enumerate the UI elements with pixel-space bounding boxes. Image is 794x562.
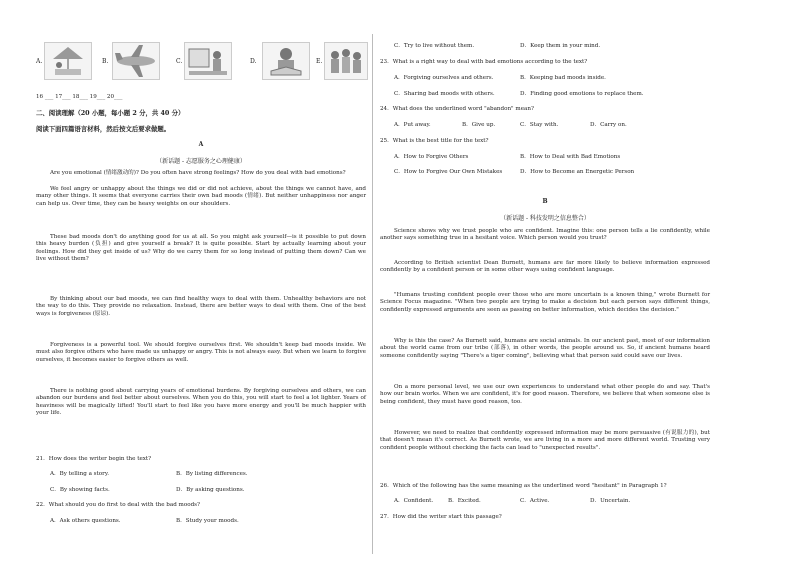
picture-label-c: C. <box>176 58 183 65</box>
passage-b-paragraph-3: "Humans trusting confident people over those who are more uncertain is a known thing," wrote Burnett for Science Focus magazine. "When two people are trying to make a decision but each person says different things, confidently expressed arguments are seen as passing on better information, which decides the decision." <box>380 292 710 313</box>
passage-b-paragraph-2: According to British scientist Dean Burnett, humans are far more likely to believe information expressed confidently by a confident person or in some other ways using confident language. <box>380 260 710 274</box>
picture-label-a: A. <box>36 58 43 65</box>
passage-a-paragraph-3: These bad moods don't do anything good for us at all. So you might ask yourself—is it possible to put down this heavy burden (负担) and give yourself a break? It is quite possible. Start by actually learning about your feelings. How did they get inside of us? Why do we carry them for so long instead of putting them down? Can we live without them? <box>36 234 366 263</box>
q25-option-b[interactable]: B．How to Deal with Bad Emotions <box>520 154 621 160</box>
q22-option-a[interactable]: A．Ask others questions. <box>50 518 121 524</box>
q22-option-c[interactable]: C．Try to live without them. <box>394 43 475 49</box>
q23-option-a[interactable]: A．Forgiving ourselves and others. <box>394 75 494 81</box>
answer-blanks: 16 ___ 17___ 18___ 19___ 20___ <box>36 94 123 100</box>
q26-option-b[interactable]: B．Excited. <box>448 498 481 504</box>
q26-option-c[interactable]: C．Active. <box>520 498 550 504</box>
picture-label-b: B. <box>102 58 109 65</box>
question-21: 21．How does the writer begin the text? <box>36 456 152 462</box>
question-24: 24．What does the underlined word "abandon" mean? <box>380 106 534 112</box>
question-23: 23．What is a right way to deal with bad emotions according to the text? <box>380 59 588 65</box>
right-column <box>380 0 710 562</box>
picnic-picture <box>44 42 92 80</box>
passage-a-paragraph-1: Are you emotional (情绪激动的)? Do you often have strong feelings? How do you deal with bad emotions? <box>50 170 346 176</box>
question-27: 27．How did the writer start this passage? <box>380 514 502 520</box>
q26-option-d[interactable]: D．Uncertain. <box>590 498 631 504</box>
question-22: 22．What should you do first to deal with the bad moods? <box>36 502 201 508</box>
reading-picture <box>262 42 310 80</box>
column-divider <box>372 34 373 554</box>
drawing-picture <box>184 42 232 80</box>
q21-option-d[interactable]: D．By asking questions. <box>176 487 245 493</box>
q23-option-d[interactable]: D．Finding good emotions to replace them. <box>520 91 644 97</box>
q25-option-d[interactable]: D．How to Become an Energetic Person <box>520 169 635 175</box>
left-column <box>36 0 366 562</box>
q22-option-d[interactable]: D．Keep them in your mind. <box>520 43 601 49</box>
passage-a-subtitle: （新话题 - 志愿服务之心理健康） <box>156 158 246 165</box>
question-26: 26．Which of the following has the same meaning as the underlined word "hesitant" in Paragraph 1? <box>380 483 667 489</box>
passage-a-paragraph-4: By thinking about our bad moods, we can find healthy ways to deal with them. Unhealthy behaviors are not the way to do this. They provide no relaxation. Instead, there are better ways to deal with them. One of the best ways is forgiveness (原谅). <box>36 296 366 317</box>
section-title: 二、阅读理解（20 小题，每小题 2 分，共 40 分） <box>36 109 185 117</box>
q24-option-a[interactable]: A．Put away. <box>394 122 431 128</box>
family-picture <box>324 42 368 80</box>
picture-label-e: E. <box>316 58 323 65</box>
passage-b-letter: B <box>542 198 548 205</box>
question-25: 25．What is the best title for the text? <box>380 138 489 144</box>
passage-b-subtitle: （新话题 - 科技发明之信息整合） <box>500 215 590 222</box>
q23-option-b[interactable]: B．Keeping bad moods inside. <box>520 75 606 81</box>
section-instructions: 阅读下面四篇语言材料，然后按文后要求做题。 <box>36 125 171 133</box>
q22-option-b[interactable]: B．Study your moods. <box>176 518 239 524</box>
airplane-picture <box>112 42 160 80</box>
passage-a-letter: A <box>198 141 204 148</box>
picture-label-d: D. <box>250 58 257 65</box>
q24-option-b[interactable]: B．Give up. <box>462 122 496 128</box>
passage-b-paragraph-5: On a more personal level, we use our own experiences to understand what other people do and say. That's how our brain works. When we are confident, it's for good reason. Therefore, we believe that when someone else is being confident, they must have good reason, too. <box>380 384 710 405</box>
passage-a-paragraph-2: We feel angry or unhappy about the things we did or did not achieve, about the things we cannot have, and many other things. It seems that everyone carries their own bad moods (情绪). But neither unhappiness nor anger can help us. Over time, they can be heavy weights on our shoulders. <box>36 186 366 207</box>
passage-b-paragraph-6: However, we need to realize that confidently expressed information may be more persuasive (有说服力的), but that doesn't mean it's correct. As Burnett wrote, we are living in a more and more different world. Trusting very confident people without checking the facts can lead to "unexpected results". <box>380 430 710 451</box>
q25-option-c[interactable]: C．How to Forgive Our Own Mistakes <box>394 169 503 175</box>
q26-option-a[interactable]: A．Confident. <box>394 498 434 504</box>
q21-option-b[interactable]: B．By listing differences. <box>176 471 248 477</box>
q21-option-a[interactable]: A．By telling a story. <box>50 471 110 477</box>
q23-option-c[interactable]: C．Sharing bad moods with others. <box>394 91 495 97</box>
passage-a-paragraph-5: Forgiveness is a powerful tool. We should forgive ourselves first. We shouldn't keep bad moods inside. We must also forgive others who have made us unhappy or angry. This is not always easy. But when we learn to forgive ourselves, it becomes easier to forgive others as well. <box>36 342 366 363</box>
q21-option-c[interactable]: C．By showing facts. <box>50 487 110 493</box>
passage-a-paragraph-6: There is nothing good about carrying years of emotional burdens. By forgiving ourselves and others, we can abandon our burdens and feel better about ourselves. When you do this, you will start to feel a lot lighter. Years of heaviness will be magically lifted! You'll start to feel like you have more energy and you'll be much happier with your life. <box>36 388 366 417</box>
q24-option-d[interactable]: D．Carry on. <box>590 122 627 128</box>
q24-option-c[interactable]: C．Stay with. <box>520 122 559 128</box>
passage-b-paragraph-1: Science shows why we trust people who are confident. Imagine this: one person tells a lie confidently, while another says something true in a hesitant voice. Which person would you trust? <box>380 228 710 242</box>
q25-option-a[interactable]: A．How to Forgive Others <box>394 154 469 160</box>
passage-b-paragraph-4: Why is this the case? As Burnett said, humans are social animals. In our ancient past, most of our information about the world came from our tribe (部落), in other words, the people around us. So, if ancient humans heard someone confidently saying "There's a tiger coming", believing what that person said could save our lives. <box>380 338 710 359</box>
